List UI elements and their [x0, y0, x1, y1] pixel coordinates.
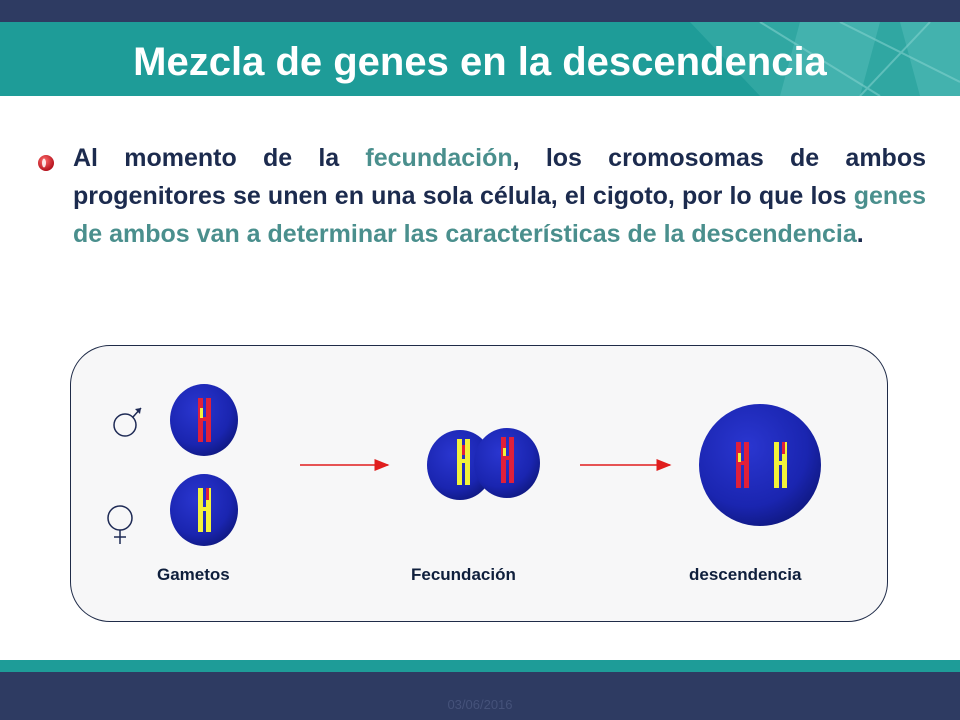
- caption-offspring: descendencia: [689, 565, 802, 584]
- footer-band: [0, 672, 960, 720]
- bullet-text-segment: Al momento de la: [73, 144, 366, 172]
- caption-fertilization: Fecundación: [411, 565, 516, 584]
- footer-accent-band: [0, 660, 960, 672]
- female-gamete-cell: [170, 474, 238, 546]
- highlighted-text: fecundación: [365, 144, 513, 172]
- male-gamete-cell: [170, 384, 238, 456]
- header-top-band: [0, 0, 960, 22]
- male-symbol-icon: [114, 408, 141, 436]
- offspring-cell: [699, 404, 821, 526]
- caption-gametes: Gametos: [157, 565, 230, 584]
- title-bar: [0, 22, 960, 96]
- bullet-text: [73, 139, 926, 253]
- bullet-text-segment: .: [856, 220, 864, 248]
- footer-date: 03/06/2016: [447, 697, 513, 712]
- slide-title: Mezcla de genes en la descendencia: [133, 40, 827, 84]
- fertilization-cells: [427, 428, 540, 500]
- highlighted-text: genes de ambos van a determinar las características de la descendencia: [73, 182, 926, 248]
- female-symbol-icon: [108, 506, 132, 544]
- bullet-text-segment: , los cromosomas de ambos progenitores se unen en una sola célula, el cigoto, por lo que los: [73, 144, 926, 210]
- bullet-icon: [37, 154, 55, 172]
